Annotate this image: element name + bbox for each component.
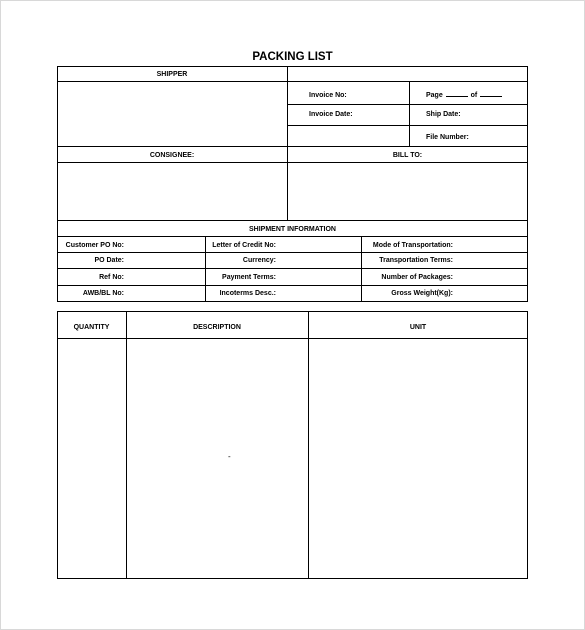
divider-invoice-page (409, 81, 410, 146)
rule-consignee-header-top (57, 146, 528, 147)
transportation-terms-label: Transportation Terms: (379, 257, 453, 264)
rule-shipment-header-bottom (57, 236, 528, 237)
consignee-label: CONSIGNEE: (149, 152, 195, 159)
page-total-blank[interactable] (480, 89, 502, 97)
incoterms-label: Incoterms Desc.: (219, 290, 276, 297)
page-of-label: of (470, 92, 478, 99)
number-of-packages-label: Number of Packages: (381, 274, 453, 281)
shipper-field[interactable] (58, 82, 286, 145)
rule-invoice-row-2 (287, 125, 528, 126)
unit-column-header: UNIT (409, 324, 427, 331)
page-number-field[interactable] (426, 89, 503, 100)
gross-weight-label: Gross Weight(Kg): (391, 290, 453, 297)
letter-of-credit-label: Letter of Credit No: (212, 242, 276, 249)
po-date-label: PO Date: (94, 257, 124, 264)
currency-label: Currency: (242, 257, 276, 264)
bill-to-label: BILL TO: (392, 152, 423, 159)
quantity-column-field[interactable] (58, 339, 125, 578)
shipment-information-label: SHIPMENT INFORMATION (249, 226, 336, 233)
payment-terms-label: Payment Terms: (222, 274, 276, 281)
bill-to-field[interactable] (288, 163, 527, 219)
page-title: PACKING LIST (252, 51, 333, 63)
shipper-label: SHIPPER (156, 71, 188, 78)
file-number-label: File Number: (426, 134, 469, 141)
awb-bl-label: AWB/BL No: (82, 290, 124, 297)
rule-shipment-header-top (57, 220, 528, 221)
rule-shipment-row-1 (57, 252, 528, 253)
invoice-date-label: Invoice Date: (309, 111, 353, 118)
description-column-header: DESCRIPTION (193, 324, 241, 331)
stray-mark: - (228, 452, 231, 461)
page-number-blank[interactable] (446, 89, 468, 97)
description-column-field[interactable] (127, 339, 307, 578)
rule-invoice-row-1 (287, 104, 528, 105)
divider-shipper-invoice (287, 66, 288, 146)
consignee-field[interactable] (58, 163, 286, 219)
quantity-column-header: QUANTITY (73, 324, 110, 331)
rule-shipment-row-2 (57, 268, 528, 269)
invoice-no-label: Invoice No: (309, 92, 347, 99)
ref-no-label: Ref No: (99, 274, 124, 281)
mode-of-transportation-label: Mode of Transportation: (372, 242, 453, 249)
ship-date-label: Ship Date: (426, 111, 461, 118)
customer-po-label: Customer PO No: (65, 242, 124, 249)
unit-column-field[interactable] (309, 339, 527, 578)
rule-shipment-row-3 (57, 285, 528, 286)
page-label: Page (426, 92, 443, 99)
